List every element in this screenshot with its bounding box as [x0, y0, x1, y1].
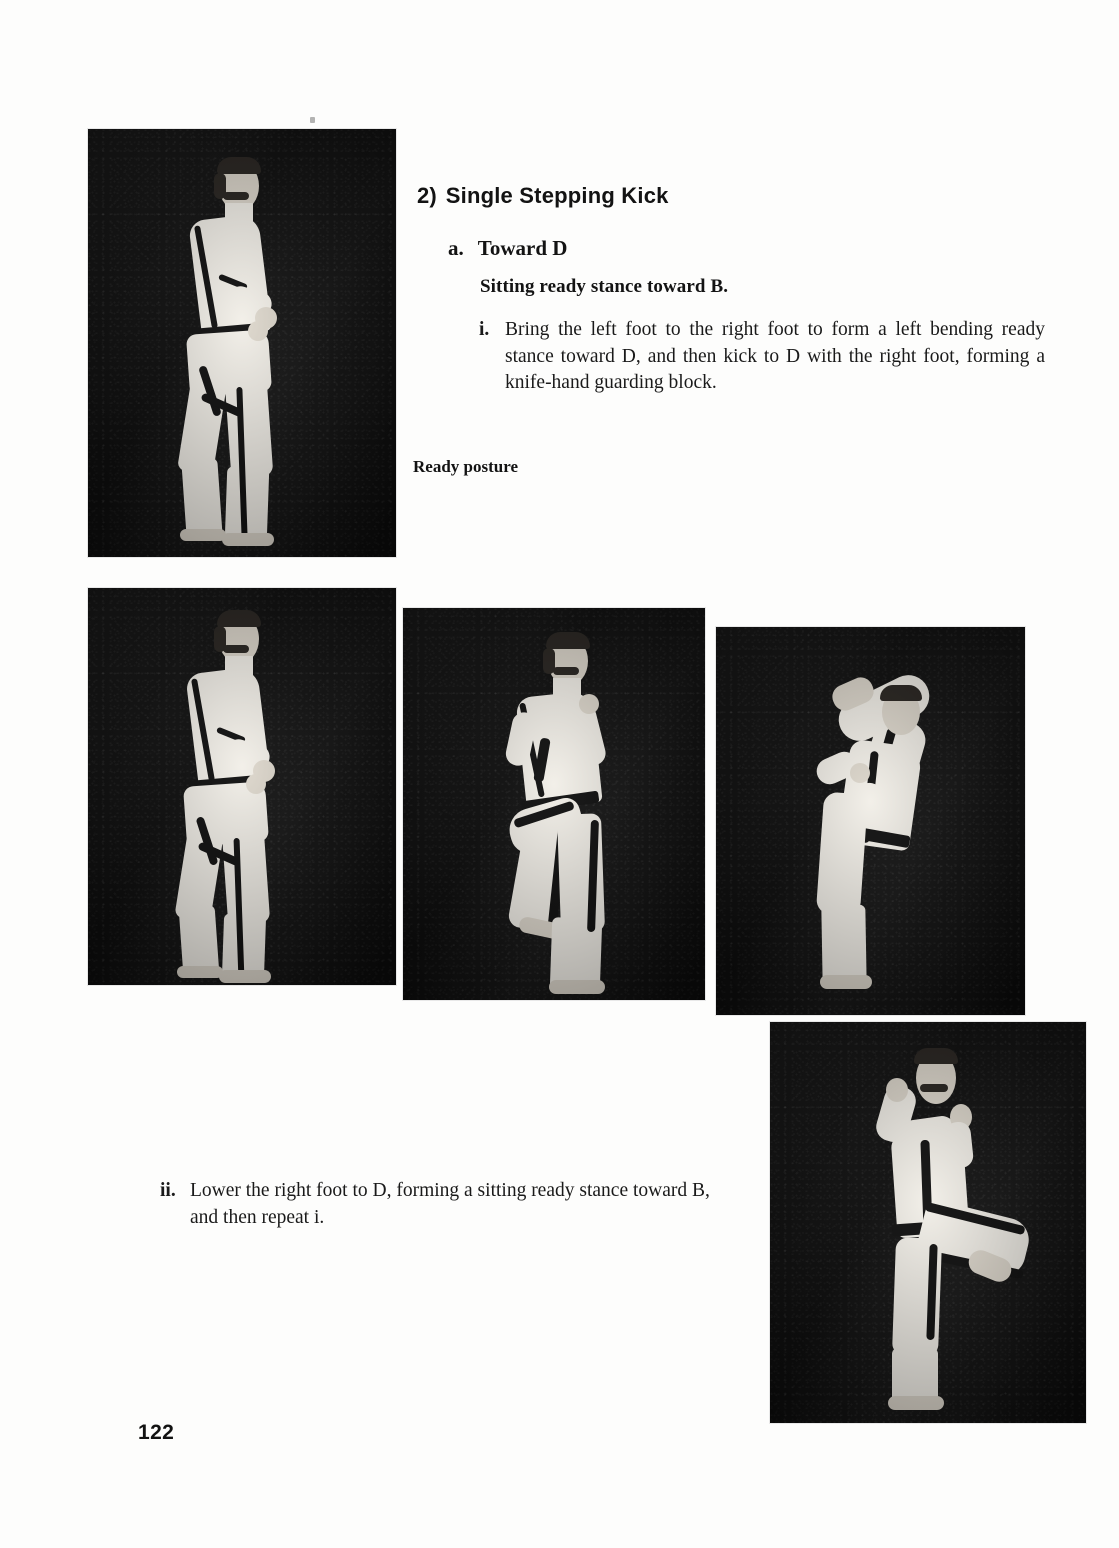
- photo-vignette: [716, 627, 1025, 1015]
- photo-ready-posture: [88, 129, 396, 557]
- step-text-ii: Lower the right foot to D, forming a sitting ready stance toward B, and then repeat i.: [190, 1180, 710, 1228]
- photo-step-2: [403, 608, 705, 1000]
- photo-vignette: [88, 588, 396, 985]
- subsection-title: Toward D: [477, 236, 568, 260]
- step-item-ii: [160, 1178, 730, 1231]
- page-number: 122: [138, 1421, 175, 1444]
- step-marker-ii: ii.: [160, 1180, 176, 1201]
- subsection-marker: a.: [448, 236, 464, 260]
- section-title: Single Stepping Kick: [445, 183, 669, 208]
- photo-vignette: [770, 1022, 1086, 1423]
- caption-ready-posture: Ready posture: [413, 457, 518, 476]
- stance-line: Sitting ready stance toward B.: [480, 276, 729, 297]
- photo-step-3: [716, 627, 1025, 1015]
- scan-speck: [310, 117, 315, 123]
- step-item-i: [479, 317, 1045, 397]
- step-text-i: Bring the left foot to the right foot to form a left bending ready stance toward D, and then kick to D with the right foot, forming a knife-hand guarding block.: [505, 319, 1045, 393]
- photo-vignette: [88, 129, 396, 557]
- photo-step-4: [770, 1022, 1086, 1423]
- subsection-heading: [448, 236, 1048, 261]
- photo-step-1: [88, 588, 396, 985]
- photo-vignette: [403, 608, 705, 1000]
- section-number: 2): [417, 183, 437, 208]
- step-marker-i: i.: [479, 319, 490, 340]
- section-heading: [417, 183, 1037, 209]
